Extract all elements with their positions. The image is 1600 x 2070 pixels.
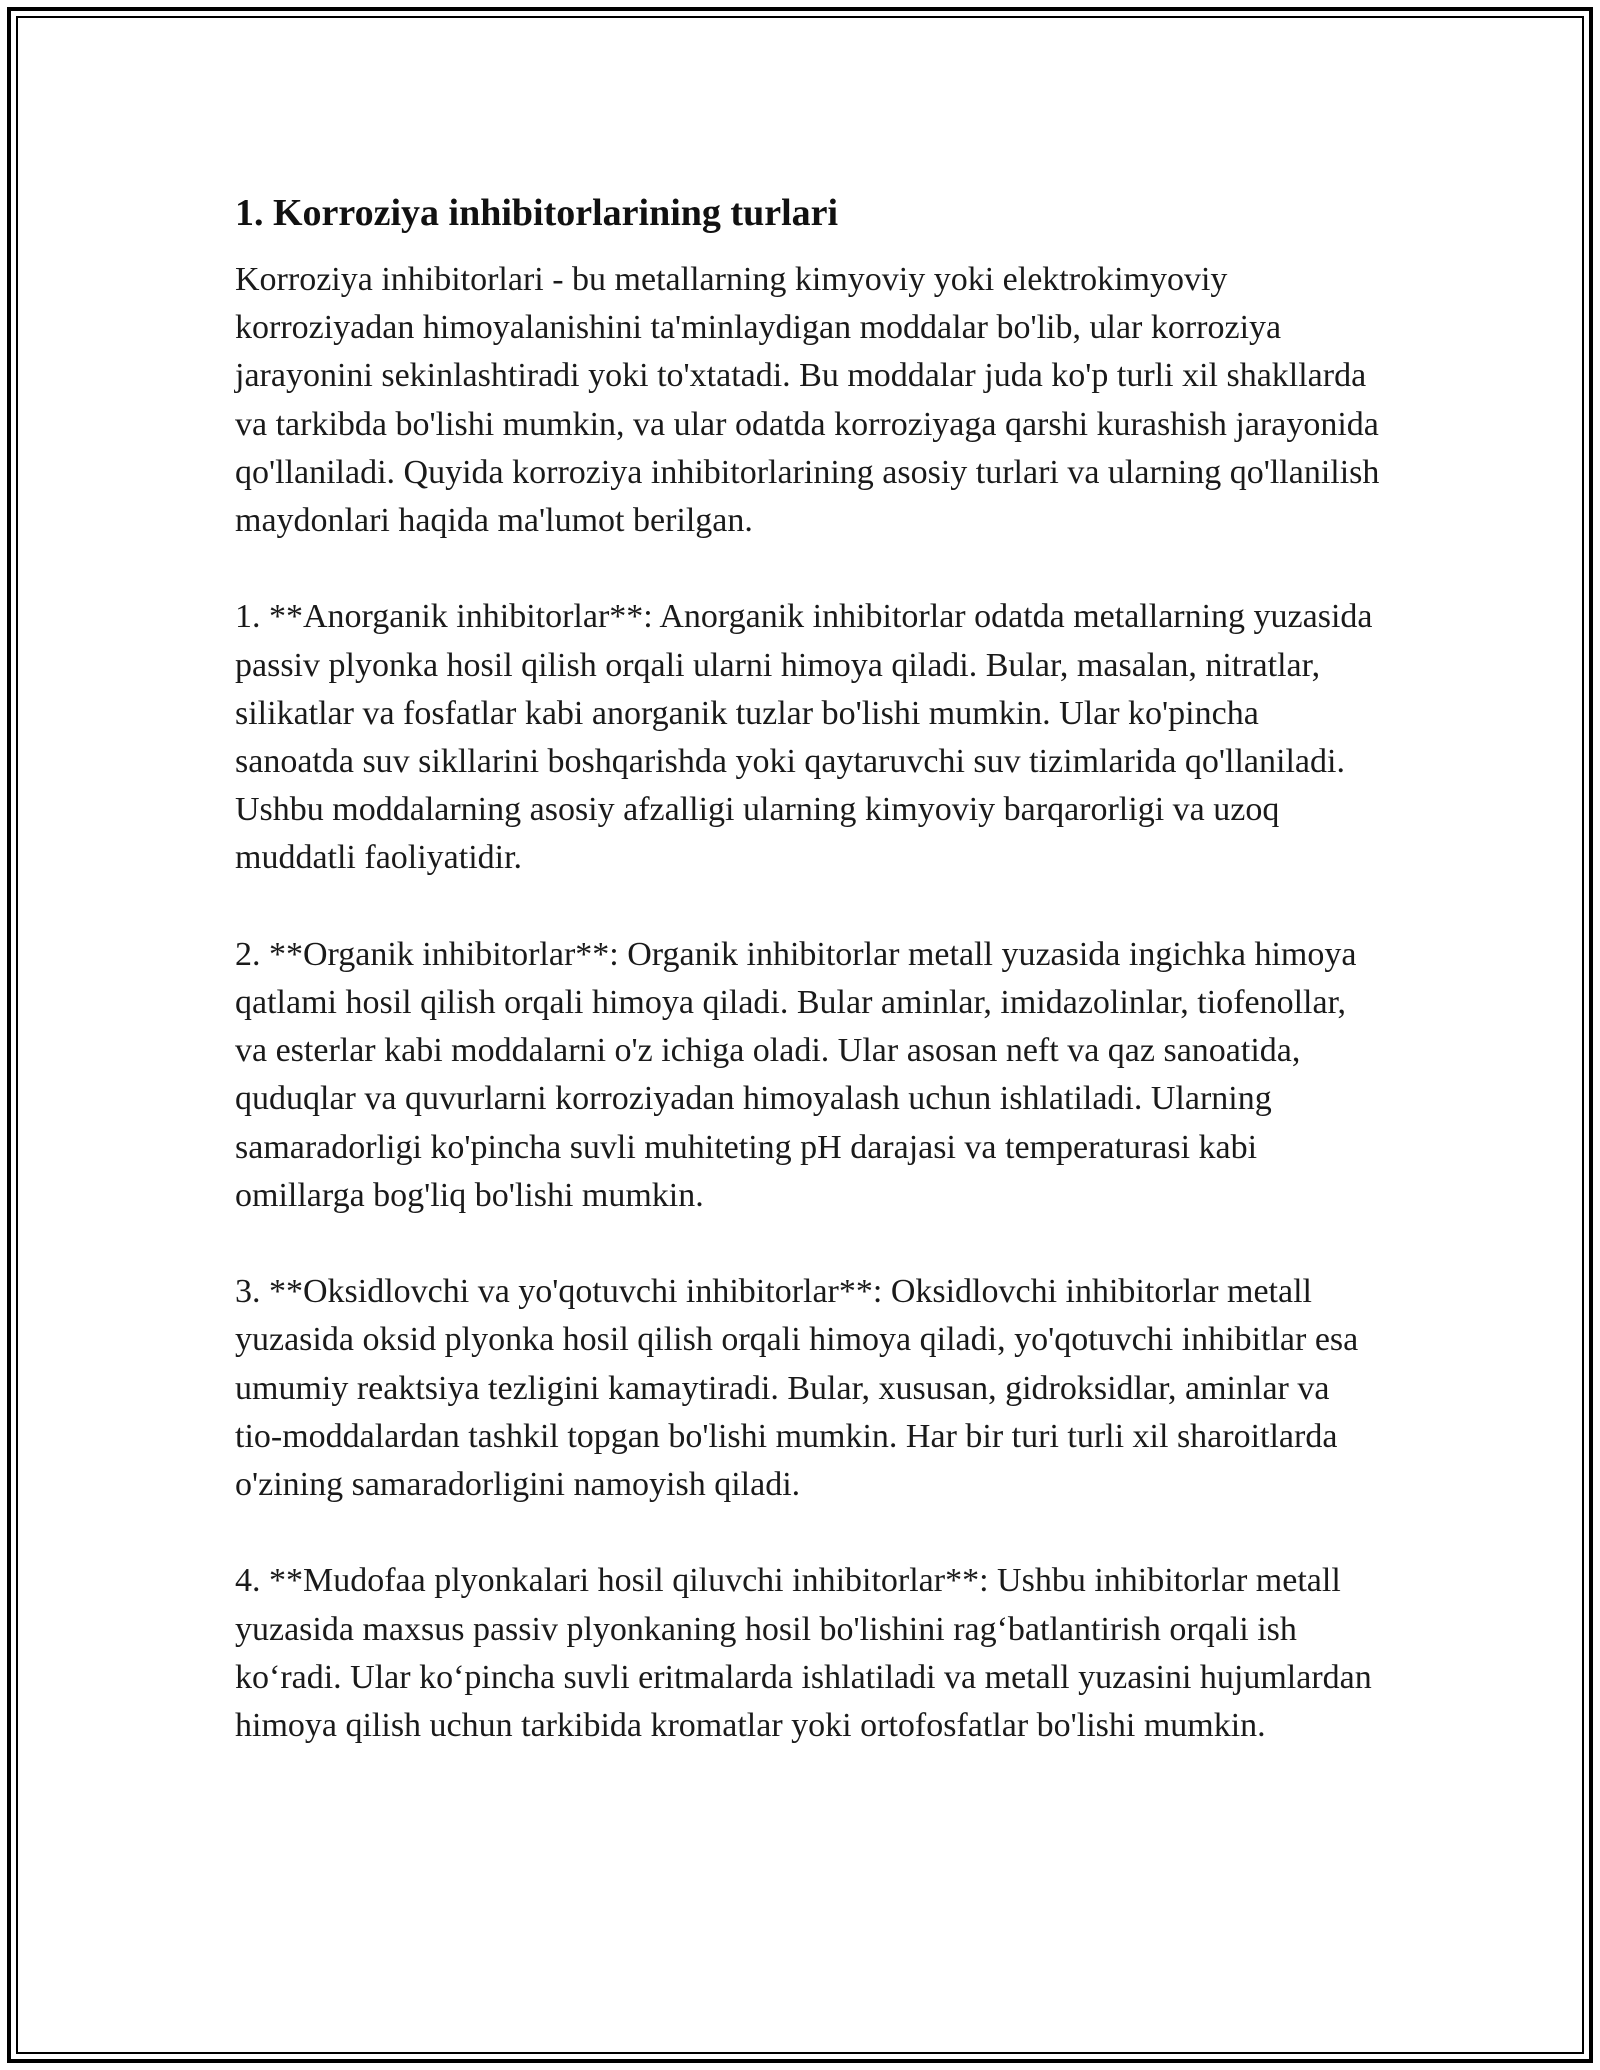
oxidizing-inhibitors-paragraph: 3. **Oksidlovchi va yo'qotuvchi inhibitorlar**: Oksidlovchi inhibitorlar metall yuzasida oksid plyonka hosil qilish orqali himoya qiladi, yo'qotuvchi inhibitlar esa umumiy reaktsiya tezligini kamaytiradi. Bular, xususan, gidroksidlar, aminlar va tio-moddalardan tashkil topgan bo'lishi mumkin. Har bir turi turli xil sharoitlarda o'zining samaradorligini namoyish qiladi. — [235, 1273, 1359, 1504]
organic-inhibitors-paragraph: 2. **Organik inhibitorlar**: Organik inhibitorlar metall yuzasida ingichka himoya qatlami hosil qilish orqali himoya qiladi. Bular aminlar, imidazolinlar, tiofenollar, va esterlar kabi moddalarni o'z ichiga oladi. Ular asosan neft va qaz sanoatida, quduqlar va quvurlarni korroziyadan himoyalash uchun ishlatiladi. Ularning samaradorligi ko'pincha suvli muhiteting pH darajasi va temperaturasi kabi omillarga bog'liq bo'lishi mumkin. — [235, 935, 1357, 1214]
document-body — [235, 186, 1385, 1798]
film-forming-inhibitors-paragraph: 4. **Mudofaa plyonkalari hosil qiluvchi inhibitorlar**: Ushbu inhibitorlar metall yuzasida maxsus passiv plyonkaning hosil bo'lishini rag‘batlantirish orqali ish ko‘radi. Ular ko‘pincha suvli eritmalarda ishlatiladi va metall yuzasini hujumlardan himoya qilish uchun tarkibida kromatlar yoki ortofosfatlar bo'lishi mumkin. — [235, 1562, 1372, 1745]
section-title: 1. Korroziya inhibitorlarining turlari — [235, 192, 839, 234]
intro-paragraph: Korroziya inhibitorlari - bu metallarning kimyoviy yoki elektrokimyoviy korroziyadan himoyalanishini ta'minlaydigan moddalar bo'lib, ular korroziya jarayonini sekinlashtiradi yoki to'xtatadi. Bu moddalar juda ko'p turli xil shakllarda va tarkibda bo'lishi mumkin, va ular odatda korroziyaga qarshi kurashish jarayonida qo'llaniladi. Quyida korroziya inhibitorlarining asosiy turlari va ularning qo'llanilish maydonlari haqida ma'lumot berilgan. — [235, 261, 1380, 540]
inorganic-inhibitors-paragraph: 1. **Anorganik inhibitorlar**: Anorganik inhibitorlar odatda metallarning yuzasida passiv plyonka hosil qilish orqali ularni himoya qiladi. Bular, masalan, nitratlar, silikatlar va fosfatlar kabi anorganik tuzlar bo'lishi mumkin. Ular ko'pincha sanoatda suv sikllarini boshqarishda yoki qaytaruvchi suv tizimlarida qo'llaniladi. Ushbu moddalarning asosiy afzalligi ularning kimyoviy barqarorligi va uzoq muddatli faoliyatidir. — [235, 598, 1373, 877]
